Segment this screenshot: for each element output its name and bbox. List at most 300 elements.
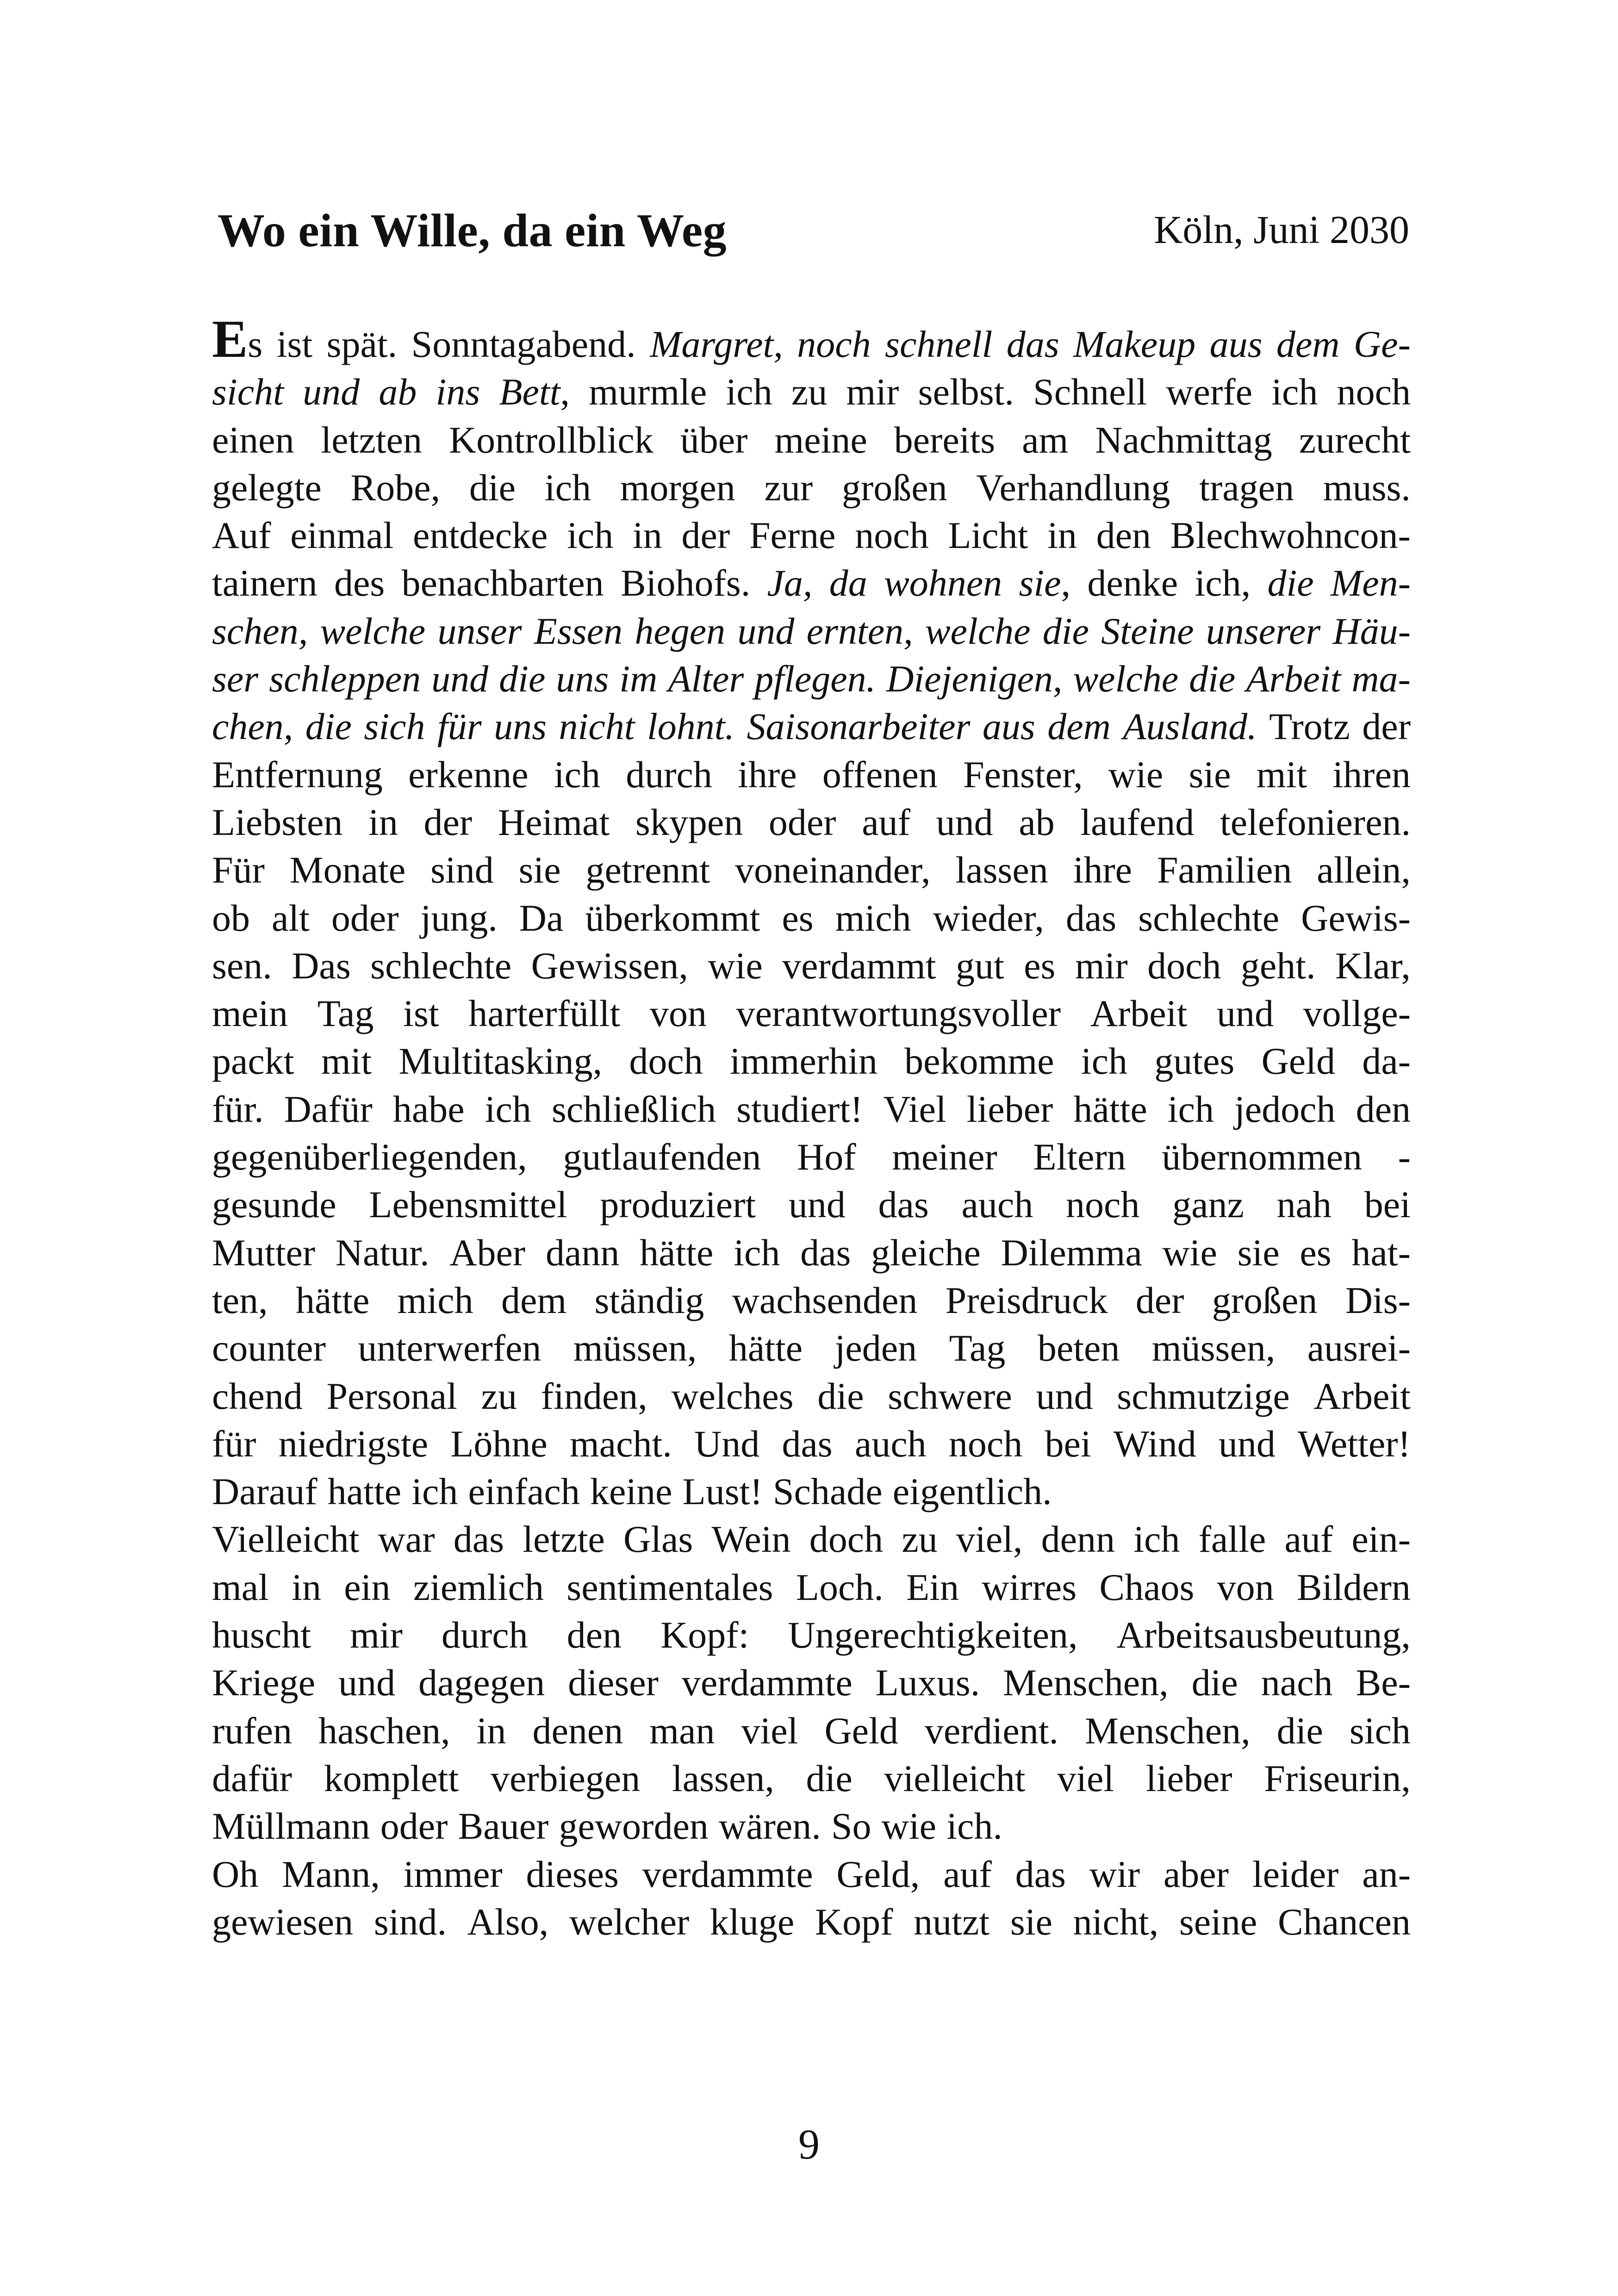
word-segment: ausrei-	[1307, 1327, 1411, 1369]
chapter-header	[218, 204, 1409, 273]
word	[290, 846, 405, 894]
word-segment: die	[1189, 658, 1236, 700]
word-segment: Biohofs.	[621, 562, 751, 604]
text-line	[212, 1611, 1411, 1659]
word-segment: welcher	[569, 1900, 690, 1943]
word	[1099, 1563, 1194, 1611]
word	[948, 511, 1028, 559]
word	[1073, 320, 1195, 368]
word-segment: dieser	[568, 1661, 659, 1704]
word-segment: lohnt.	[647, 705, 735, 748]
word	[884, 1755, 1025, 1802]
word-segment: müssen,	[1151, 1327, 1276, 1369]
word	[797, 1133, 856, 1181]
word-segment: Menschen,	[1003, 1661, 1169, 1704]
word	[212, 1659, 315, 1706]
word	[1398, 1133, 1411, 1181]
word-segment: nicht,	[1073, 1900, 1159, 1943]
word	[807, 607, 913, 655]
word	[1117, 1372, 1289, 1420]
word-segment: kluge	[710, 1900, 795, 1943]
word-segment: Kontrollblick	[448, 418, 653, 461]
word-segment: noch	[1066, 1183, 1140, 1226]
text-line	[212, 1659, 1411, 1706]
word	[556, 655, 609, 703]
word-segment: nach	[1261, 1661, 1333, 1704]
word	[563, 1133, 761, 1181]
word-segment: gesunde	[212, 1183, 336, 1226]
word	[351, 464, 441, 511]
word	[671, 1372, 793, 1420]
word	[1080, 798, 1194, 846]
word	[338, 1659, 395, 1706]
word	[1217, 989, 1274, 1037]
word	[1297, 1563, 1411, 1611]
word-segment: Geld,	[836, 1853, 920, 1895]
word-segment: ,	[560, 371, 570, 413]
word	[1238, 1229, 1280, 1276]
word	[437, 607, 522, 655]
word-segment: Bildern	[1296, 1566, 1411, 1608]
word	[1264, 1755, 1411, 1802]
word	[1073, 846, 1132, 894]
text-line	[212, 1515, 1411, 1563]
text-line	[212, 607, 1411, 655]
word-segment: letzte	[523, 1518, 605, 1561]
word	[292, 942, 351, 989]
word	[327, 320, 398, 368]
word	[737, 607, 794, 655]
word	[647, 703, 734, 750]
word-segment: die	[469, 466, 516, 509]
word-segment: einen	[212, 418, 294, 461]
word-segment: murmle	[589, 371, 707, 413]
text-line	[212, 989, 1411, 1037]
text-line	[212, 1324, 1411, 1372]
text-line	[212, 942, 1411, 989]
word-segment: wie	[1108, 753, 1164, 796]
word-segment: und	[1036, 1375, 1093, 1417]
word	[477, 1707, 506, 1755]
word-segment: noch	[1337, 371, 1411, 413]
word-segment: Geld	[1261, 1040, 1335, 1083]
word	[212, 464, 322, 511]
word	[449, 416, 653, 464]
word-segment: und	[431, 658, 489, 700]
word	[468, 1468, 580, 1515]
word	[649, 1707, 715, 1755]
word	[1356, 1659, 1411, 1706]
word-segment: Ja,	[767, 562, 813, 604]
word	[788, 1611, 1077, 1659]
word	[1095, 416, 1272, 464]
word	[1276, 320, 1340, 368]
word-segment: Gewis-	[1301, 896, 1411, 939]
word	[212, 511, 271, 559]
word	[573, 1324, 697, 1372]
word	[710, 1898, 794, 1946]
word	[1089, 1850, 1140, 1898]
word-segment: die	[806, 1757, 853, 1799]
word	[809, 1515, 883, 1563]
word-segment: und	[338, 1661, 396, 1704]
word-segment: unterwerfen	[358, 1327, 541, 1369]
word	[967, 1085, 1053, 1133]
word	[635, 798, 743, 846]
word	[719, 1802, 821, 1850]
word	[519, 894, 564, 942]
word-segment: Tag	[317, 992, 374, 1035]
word	[1351, 1515, 1410, 1563]
word-segment: Für	[212, 849, 265, 891]
word-segment: ich	[726, 371, 772, 413]
word	[559, 1802, 709, 1850]
word-segment: ma-	[1351, 658, 1411, 700]
word	[672, 1755, 774, 1802]
word	[1199, 1515, 1266, 1563]
word-segment: ihren	[1332, 753, 1411, 796]
word-segment: s	[248, 323, 263, 365]
word-segment: der	[1135, 1279, 1184, 1321]
word-segment: ist	[276, 323, 313, 365]
word	[1166, 368, 1252, 416]
word-segment: das	[1065, 896, 1117, 939]
word	[835, 894, 911, 942]
word	[1073, 655, 1178, 703]
word	[1234, 1085, 1336, 1133]
word	[1146, 1755, 1232, 1802]
word	[806, 1755, 853, 1802]
word	[212, 1515, 359, 1563]
word	[1024, 942, 1055, 989]
drop-cap: E	[212, 310, 248, 369]
word	[559, 703, 635, 750]
word-segment: habe	[392, 1088, 465, 1130]
word	[481, 1372, 517, 1420]
word	[1337, 368, 1411, 416]
word	[437, 703, 482, 750]
word	[431, 655, 488, 703]
word-segment: doch	[809, 1518, 884, 1561]
word	[955, 846, 1048, 894]
word	[421, 894, 498, 942]
text-line	[212, 1229, 1411, 1276]
word	[318, 1707, 450, 1755]
word-segment: unser	[437, 610, 522, 652]
word	[491, 1755, 640, 1802]
word-segment: wie	[1162, 1231, 1217, 1274]
word	[902, 1515, 937, 1563]
word-segment: Loch.	[796, 1566, 884, 1608]
word-segment: in	[368, 801, 398, 843]
word	[836, 1850, 920, 1898]
word	[212, 1229, 315, 1276]
text-line	[212, 655, 1411, 703]
word	[212, 1133, 527, 1181]
word	[629, 1037, 703, 1085]
word-segment: keine	[590, 1470, 672, 1513]
word-segment: ich.	[946, 1805, 1002, 1848]
word	[1019, 559, 1070, 607]
word-segment: mal	[212, 1566, 269, 1608]
word	[1003, 1659, 1169, 1706]
word	[212, 1468, 317, 1515]
word	[738, 751, 797, 798]
word-segment: welche	[1073, 658, 1179, 700]
text-line	[212, 1802, 1411, 1850]
word-segment: verbiegen	[490, 1757, 641, 1799]
word-segment: rufen	[212, 1709, 292, 1752]
word-segment: Be-	[1356, 1661, 1411, 1704]
word-segment: Das	[292, 944, 351, 987]
word	[735, 846, 931, 894]
word	[212, 989, 288, 1037]
word-segment: die	[1042, 610, 1089, 652]
word-segment: auch	[854, 1422, 927, 1465]
word	[1362, 703, 1411, 750]
text-line	[212, 1181, 1411, 1228]
word-segment: zu	[481, 1375, 517, 1417]
word-segment: den	[1096, 514, 1151, 557]
word	[1073, 1898, 1158, 1946]
word-segment: alt	[271, 896, 310, 939]
word-segment: harterfüllt	[468, 992, 621, 1035]
word-segment: viel	[1057, 1757, 1114, 1799]
word-segment: jedoch	[1234, 1088, 1336, 1130]
text-line	[212, 1372, 1411, 1420]
word-segment: ich	[554, 753, 601, 796]
word-segment: ein	[344, 1566, 391, 1608]
word	[1267, 559, 1313, 607]
word-segment: in	[292, 1566, 322, 1608]
word-segment: verdammte	[681, 1661, 853, 1704]
word	[1331, 559, 1411, 607]
word	[791, 368, 827, 416]
word	[279, 1420, 428, 1468]
word-segment: uns	[494, 705, 547, 748]
word	[1015, 1850, 1066, 1898]
text-line	[212, 511, 1411, 559]
word-segment: unserer	[1206, 610, 1321, 652]
word-segment: Kriege	[212, 1661, 316, 1704]
word-segment: ins	[436, 371, 480, 413]
word-segment: Arbeitsausbeutung,	[1116, 1614, 1411, 1656]
word	[773, 1468, 883, 1515]
word-segment: Men-	[1330, 562, 1411, 604]
word	[885, 320, 992, 368]
word	[519, 846, 561, 894]
word	[1299, 416, 1411, 464]
word	[269, 655, 421, 703]
word-segment: Licht	[948, 514, 1028, 557]
word	[1241, 942, 1316, 989]
word-segment: und	[737, 610, 795, 652]
text-line	[212, 846, 1411, 894]
word	[650, 320, 783, 368]
word-segment: ten,	[212, 1279, 268, 1321]
word-segment: gegenüberliegenden,	[212, 1136, 527, 1178]
word-segment: immer	[403, 1853, 503, 1895]
word-segment: Glas	[623, 1518, 693, 1561]
word-segment: ,	[1061, 562, 1071, 604]
word	[292, 1563, 321, 1611]
word-segment: immerhin	[730, 1040, 877, 1083]
word-segment: Blechwohncon-	[1170, 514, 1411, 557]
word	[963, 751, 1083, 798]
word-segment: ab	[379, 371, 417, 413]
word	[1033, 368, 1147, 416]
word-segment: von	[649, 992, 707, 1035]
word-segment: Margret,	[650, 323, 783, 365]
word-segment: muss.	[1323, 466, 1411, 509]
word	[1217, 1563, 1274, 1611]
word-segment: sie	[1189, 753, 1231, 796]
word-segment: auf	[1284, 1518, 1333, 1561]
word-segment: verdammte	[642, 1853, 813, 1895]
word-segment: Diejenigen,	[886, 658, 1063, 700]
word-segment: voneinander,	[735, 849, 931, 891]
word	[212, 607, 308, 655]
word-segment: Bauer	[458, 1805, 549, 1848]
word-segment: Steine	[1101, 610, 1194, 652]
word	[765, 464, 813, 511]
word-segment: Natur.	[335, 1231, 429, 1274]
word-segment: aber	[1163, 1853, 1229, 1895]
text-line	[212, 703, 1411, 750]
word	[1351, 655, 1411, 703]
word	[328, 1468, 401, 1515]
word-segment: übernommen	[1162, 1136, 1363, 1178]
word	[212, 798, 342, 846]
word-segment: Müllmann	[212, 1805, 370, 1848]
word	[600, 1181, 756, 1228]
word	[1075, 942, 1128, 989]
word	[1350, 1707, 1411, 1755]
word	[736, 989, 1061, 1037]
word-segment: sie	[1237, 1231, 1280, 1274]
word-segment: Und	[694, 1422, 760, 1465]
word	[831, 1802, 871, 1850]
word	[454, 1515, 504, 1563]
word	[1212, 1276, 1318, 1324]
word-segment: ganz	[1172, 1183, 1244, 1226]
word-segment: telefonieren.	[1220, 801, 1411, 843]
word	[498, 798, 610, 846]
word	[1162, 1133, 1362, 1181]
word-segment: lieber	[1145, 1757, 1232, 1799]
word-segment: Monate	[289, 849, 406, 891]
word	[621, 559, 750, 607]
word-segment: die	[1276, 1709, 1323, 1752]
word-segment: schließlich	[551, 1088, 716, 1130]
word	[1351, 1229, 1410, 1276]
word	[732, 1276, 918, 1324]
word	[436, 368, 480, 416]
word-segment: dem	[1047, 705, 1111, 748]
word	[212, 751, 383, 798]
word-segment: beten	[1037, 1327, 1120, 1369]
word	[894, 416, 996, 464]
word	[585, 894, 760, 942]
word-segment: zur	[764, 466, 813, 509]
word	[408, 751, 529, 798]
word-segment: geht.	[1240, 944, 1316, 987]
word-segment: jeden	[834, 1327, 917, 1369]
word-segment: ihre	[738, 753, 797, 796]
word	[212, 1037, 294, 1085]
word-segment: Dafür	[284, 1088, 373, 1130]
word-segment: Oh	[212, 1853, 259, 1895]
word	[430, 846, 494, 894]
word-segment: macht.	[569, 1422, 672, 1465]
word-segment: ich	[485, 1088, 531, 1130]
word-segment: die	[499, 658, 546, 700]
word-segment: falle	[1198, 1518, 1266, 1561]
word-segment: sind.	[373, 1900, 447, 1943]
word-segment: müssen,	[573, 1327, 697, 1369]
word-segment: chen,	[212, 705, 293, 748]
word-segment: es	[1024, 944, 1056, 987]
word-segment: hätte	[1073, 1088, 1147, 1130]
word-segment: noch	[948, 1422, 1023, 1465]
word	[277, 320, 312, 368]
word	[364, 703, 425, 750]
word-segment: denen	[532, 1709, 623, 1752]
word	[730, 1037, 877, 1085]
word	[374, 1898, 447, 1946]
word-segment: tainern	[212, 562, 317, 604]
word	[949, 1324, 1006, 1372]
word	[1019, 798, 1054, 846]
word-segment: erkenne	[408, 753, 529, 796]
word	[467, 1898, 548, 1946]
word-segment: bekomme	[904, 1040, 1054, 1083]
word-segment: an-	[1362, 1853, 1411, 1895]
word-segment: sie	[1010, 1900, 1052, 1943]
word	[411, 1468, 458, 1515]
word	[212, 368, 284, 416]
word-segment: So	[831, 1805, 871, 1848]
word	[424, 798, 473, 846]
word-segment: Also,	[467, 1900, 549, 1943]
word	[1269, 703, 1350, 750]
word	[729, 1324, 803, 1372]
word-segment: Ein	[906, 1566, 959, 1608]
word	[683, 1468, 763, 1515]
word-segment: gewiesen	[212, 1900, 354, 1943]
word	[824, 1707, 898, 1755]
word	[650, 989, 707, 1037]
word	[668, 655, 744, 703]
word-segment: schwere	[888, 1375, 1012, 1417]
word	[736, 1085, 863, 1133]
word-segment: sie	[518, 849, 561, 891]
word	[212, 1850, 258, 1898]
word	[327, 1372, 457, 1420]
word-segment: meine	[774, 418, 867, 461]
word	[212, 1707, 292, 1755]
word-segment: wie	[708, 944, 763, 987]
word-segment: studiert!	[736, 1088, 863, 1130]
word-segment: mit	[1256, 753, 1307, 796]
word	[212, 846, 265, 894]
word-segment: und	[936, 801, 993, 843]
word-segment: ziemlich	[413, 1566, 544, 1608]
word	[1170, 511, 1411, 559]
word-segment: den	[566, 1614, 622, 1656]
word	[212, 1898, 353, 1946]
word-segment: der	[423, 801, 473, 843]
